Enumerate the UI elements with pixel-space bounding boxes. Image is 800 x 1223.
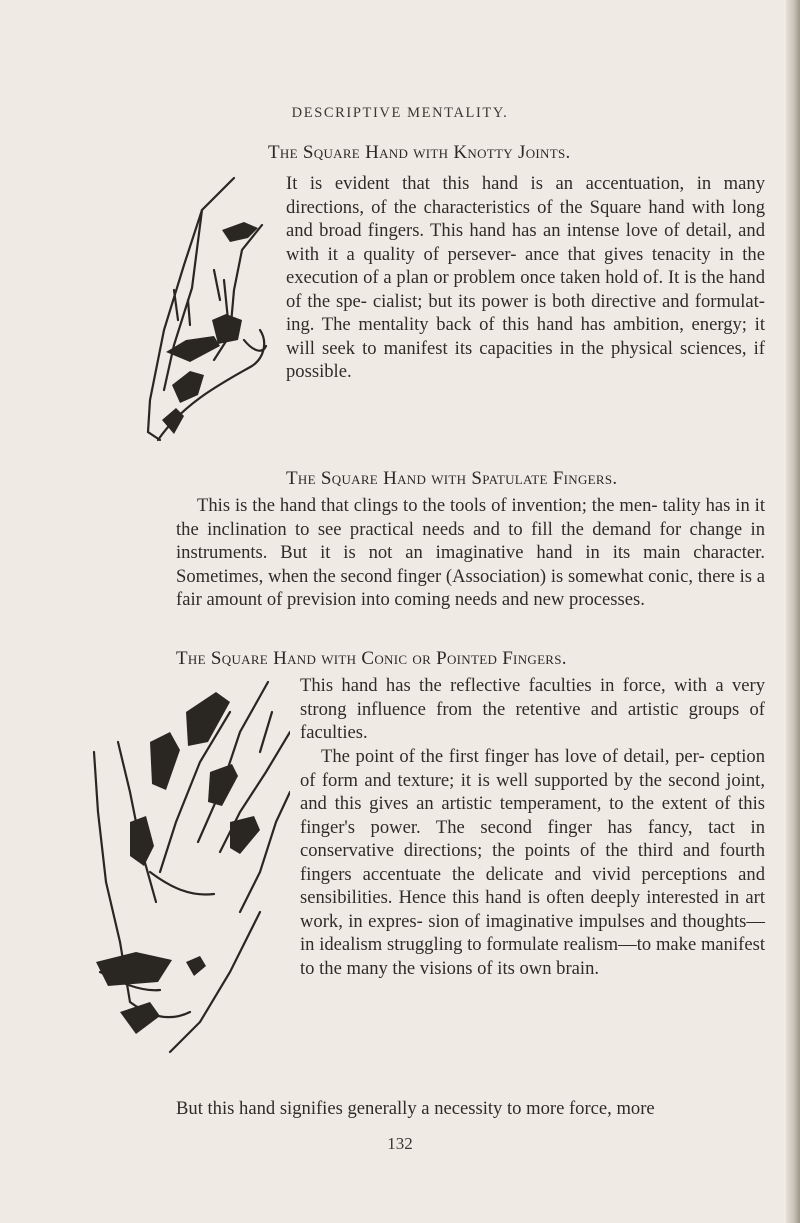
section-paragraph-spatulate: This is the hand that clings to the tools of invention; the men- tality has in it the inclination to see practical needs and to fill the demand for change in instruments. But it is not an imaginative hand in its main character. Sometimes, when the second finger (Association) is somewhat conic, there is a fair amount of prevision into coming needs and new processes. xyxy=(176,495,765,610)
page-number: 132 xyxy=(387,1134,413,1153)
section-heading-knotty: The Square Hand with Knotty Joints. xyxy=(268,142,571,163)
section-heading-spatulate: The Square Hand with Spatulate Fingers. xyxy=(286,468,618,489)
section-paragraph-conic-2: The point of the first finger has love of detail, per- ception of form and texture; it is well supported by the second joint, and this gives an artistic temperament, to the extent of this finger's power. The second finger has fancy, tact in conservative directions; the points of the third and fourth fingers accentuate the delicate and vivid perceptions and sensibilities. Hence this hand is often deeply interested in art work, in expres- sion of imaginative impulses and thoughts—in idealism struggling to formulate realism—to make manifest to the many the visions of its own brain. xyxy=(300,746,765,979)
section-heading-conic: The Square Hand with Conic or Pointed Fingers. xyxy=(176,648,567,669)
section-paragraph-knotty: It is evident that this hand is an accentuation, in many directions, of the characteristics of the Square hand with long and broad fingers. This hand has an intense love of detail, and with it a quality of persever- ance that gives tenacity in the execution of a plan or problem once taken hold of. It is the hand of the spe- cialist; but its power is both directive and formulat- ing. The mentality back of this hand has ambition, energy; it will seek to manifest its capacities in the physical sciences, if possible. xyxy=(286,173,765,382)
section-paragraph-conic-3: But this hand signifies generally a necessity to more force, more xyxy=(176,1098,655,1119)
running-head: DESCRIPTIVE MENTALITY. xyxy=(291,105,509,121)
knotty-hand-illustration xyxy=(144,170,269,455)
page-edge-shadow xyxy=(786,0,800,1223)
section-paragraph-conic-1: This hand has the reflective faculties in force, with a very strong influence from the retentive and artistic groups of faculties. xyxy=(300,675,765,743)
conic-hand-illustration xyxy=(90,672,290,1082)
